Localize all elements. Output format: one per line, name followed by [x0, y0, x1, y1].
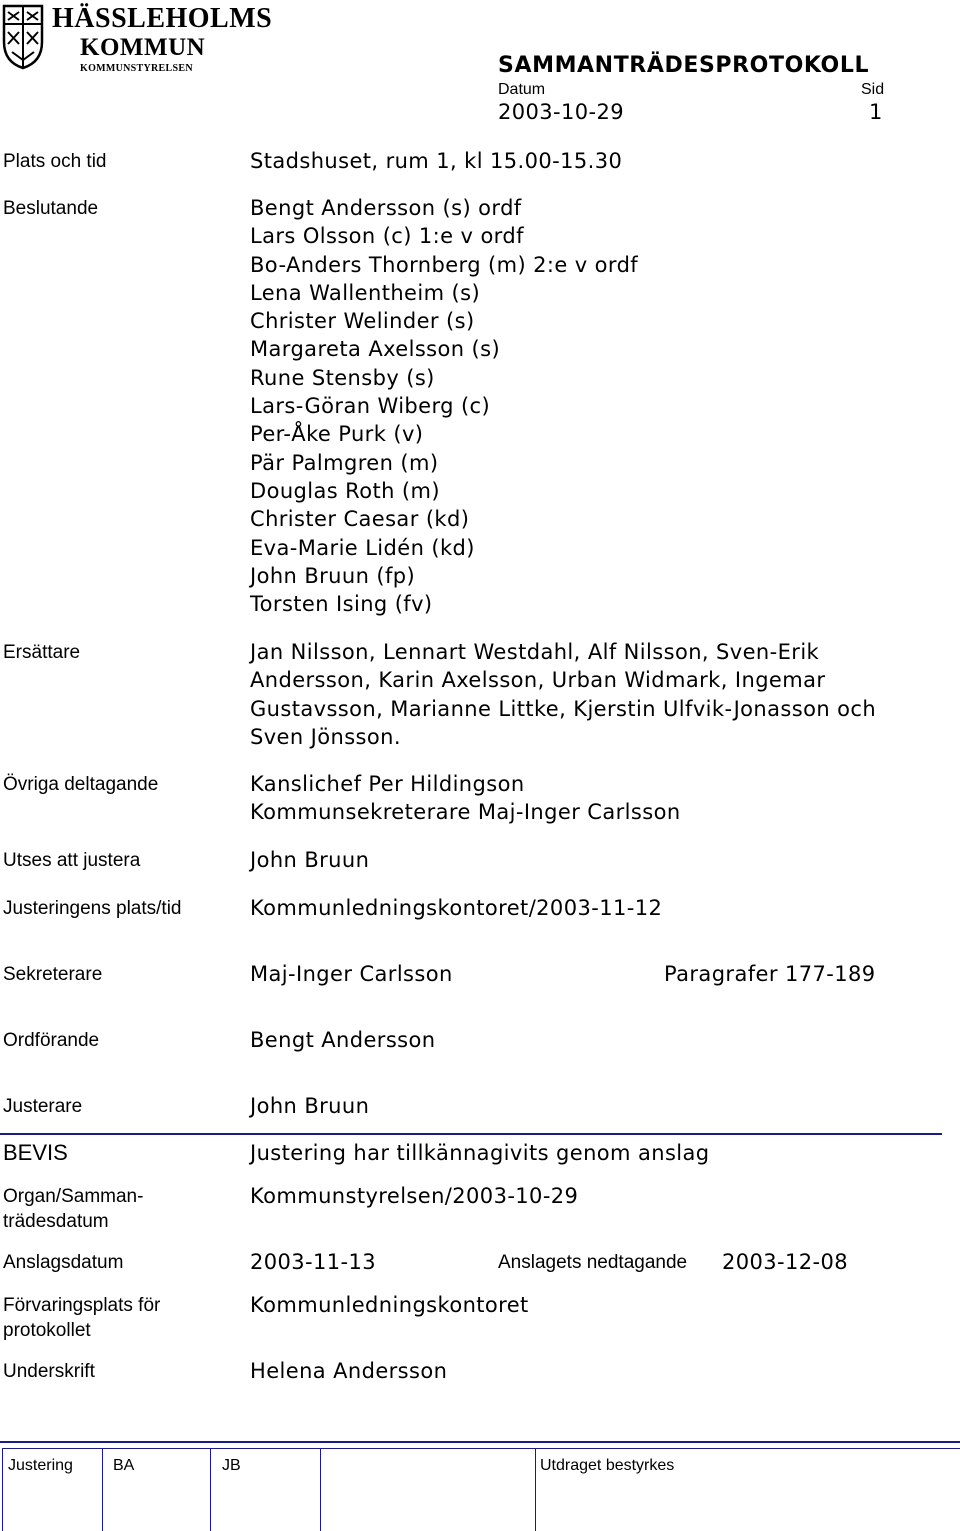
- member-line: Per-Åke Purk (v): [250, 422, 424, 447]
- page-label: Sid: [861, 81, 885, 98]
- substitutes-line: Jan Nilsson, Lennart Westdahl, Alf Nilsson, Sven-Erik: [250, 640, 820, 664]
- storage-label-line: protokollet: [3, 1320, 91, 1341]
- coat-of-arms-icon: [2, 4, 44, 70]
- certificate-text: Justering har tillkännagivits genom anslag: [250, 1141, 710, 1165]
- adjusters-value: John Bruun: [250, 1094, 370, 1118]
- organ-value: Kommunstyrelsen/2003-10-29: [250, 1184, 579, 1208]
- signature-value: Helena Andersson: [250, 1359, 448, 1383]
- substitutes-line: Gustavsson, Marianne Littke, Kjerstin Ulfvik-Jonasson och: [250, 696, 877, 721]
- substitutes-list: [250, 638, 876, 751]
- others-list: [250, 770, 681, 827]
- member-line: Christer Caesar (kd): [250, 507, 470, 532]
- footer-box-divider-3: [320, 1448, 321, 1531]
- certificate-divider: [0, 1133, 942, 1135]
- member-line: John Bruun (fp): [250, 563, 416, 588]
- deciding-members-list: [250, 194, 638, 618]
- place-label: Plats och tid: [3, 151, 107, 172]
- footer-initials-ba: BA: [113, 1457, 135, 1474]
- footer-certified-label: Utdraget bestyrkes: [540, 1457, 675, 1474]
- others-line: Kanslichef Per Hildingson: [250, 772, 525, 796]
- chair-value: Bengt Andersson: [250, 1028, 436, 1052]
- substitutes-line: Andersson, Karin Axelsson, Urban Widmark, Ingemar: [250, 668, 826, 693]
- posted-label: Anslagsdatum: [3, 1252, 124, 1273]
- secretary-label: Sekreterare: [3, 964, 103, 985]
- deciding-label: Beslutande: [3, 198, 99, 219]
- adjust-place-label: Justeringens plats/tid: [3, 898, 182, 919]
- substitutes-line: Sven Jönsson.: [250, 724, 401, 749]
- adjuster-value: John Bruun: [250, 848, 370, 872]
- org-kommun: KOMMUN: [80, 34, 206, 61]
- removed-value: 2003-12-08: [722, 1250, 849, 1274]
- footer-initials-jb: JB: [222, 1457, 241, 1474]
- secretary-value: Maj-Inger Carlsson: [250, 962, 453, 986]
- member-line: Eva-Marie Lidén (kd): [250, 535, 475, 560]
- signature-label: Underskrift: [3, 1361, 95, 1382]
- member-line: Bengt Andersson (s) ordf: [250, 196, 522, 220]
- footer-box-top: [2, 1448, 960, 1449]
- storage-value: Kommunledningskontoret: [250, 1293, 529, 1317]
- adjusters-label: Justerare: [3, 1096, 83, 1117]
- member-line: Torsten Ising (fv): [250, 592, 433, 617]
- footer-box-divider-2: [210, 1448, 211, 1531]
- substitutes-label: Ersättare: [3, 642, 81, 663]
- posted-value: 2003-11-13: [250, 1250, 377, 1274]
- certificate-label: BEVIS: [3, 1140, 68, 1165]
- others-line: Kommunsekreterare Maj-Inger Carlsson: [250, 800, 681, 825]
- member-line: Lars-Göran Wiberg (c): [250, 394, 491, 419]
- footer-divider: [0, 1441, 960, 1443]
- paragraphs-range: Paragrafer 177-189: [664, 962, 876, 986]
- storage-label: [3, 1293, 160, 1343]
- footer-box-left: [2, 1448, 3, 1531]
- others-label: Övriga deltagande: [3, 774, 159, 795]
- member-line: Douglas Roth (m): [250, 478, 440, 503]
- storage-label-line: Förvaringsplats för: [3, 1295, 161, 1316]
- footer-box-divider-1: [102, 1448, 103, 1531]
- footer-adjust-label: Justering: [8, 1457, 73, 1474]
- date-label: Datum: [498, 81, 546, 98]
- member-line: Bo-Anders Thornberg (m) 2:e v ordf: [250, 252, 639, 277]
- member-line: Lars Olsson (c) 1:e v ordf: [250, 224, 524, 249]
- page-number: 1: [869, 100, 883, 124]
- organ-label-line: trädesdatum: [3, 1211, 109, 1232]
- organ-label: [3, 1184, 143, 1234]
- organ-label-line: Organ/Samman-: [3, 1186, 144, 1207]
- member-line: Margareta Axelsson (s): [250, 337, 501, 362]
- footer-box-divider-4: [535, 1448, 536, 1531]
- member-line: Christer Welinder (s): [250, 309, 475, 334]
- chair-label: Ordförande: [3, 1030, 100, 1051]
- member-line: Rune Stensby (s): [250, 365, 435, 390]
- org-name: HÄSSLEHOLMS: [52, 3, 273, 34]
- meeting-date: 2003-10-29: [498, 100, 625, 124]
- adjuster-label: Utses att justera: [3, 850, 141, 871]
- removed-label: Anslagets nedtagande: [498, 1252, 688, 1273]
- member-line: Pär Palmgren (m): [250, 450, 439, 475]
- org-department: KOMMUNSTYRELSEN: [80, 63, 193, 74]
- document-title: SAMMANTRÄDESPROTOKOLL: [498, 53, 870, 78]
- adjust-place-value: Kommunledningskontoret/2003-11-12: [250, 896, 663, 920]
- place-value: Stadshuset, rum 1, kl 15.00-15.30: [250, 149, 623, 173]
- member-line: Lena Wallentheim (s): [250, 280, 481, 305]
